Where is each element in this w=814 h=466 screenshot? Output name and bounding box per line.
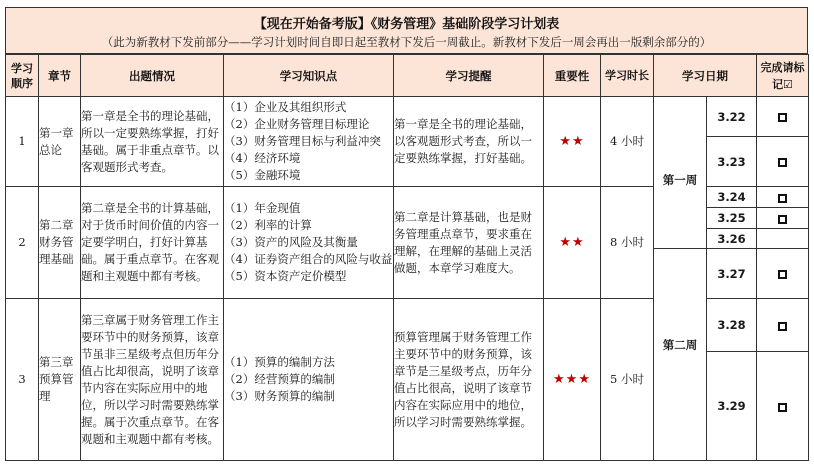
- chapter-cell: 第三章预算管理: [39, 299, 81, 461]
- knowledge-point: （5）金融环境: [224, 168, 301, 182]
- completion-cell: [757, 137, 809, 187]
- date-cell: 3.28: [707, 299, 757, 352]
- completion-cell: [757, 352, 809, 461]
- completion-cell: [757, 299, 809, 352]
- completion-checkbox[interactable]: [778, 158, 787, 167]
- week-cell: [654, 97, 707, 249]
- completion-cell: [757, 187, 809, 208]
- knowledge-point: （4）证券资产组合的风险与收益: [224, 252, 393, 266]
- completion-cell: [757, 208, 809, 229]
- completion-checkbox[interactable]: [778, 194, 787, 203]
- study-plan-sheet: [5, 7, 808, 461]
- week-label: 第一周: [662, 173, 698, 187]
- knowledge-point: （1）预算的编制方法: [224, 355, 335, 369]
- knowledge-point: （5）资本资产定价模型: [224, 269, 347, 283]
- completion-checkbox[interactable]: [778, 403, 787, 412]
- knowledge-point: （3）财务管理目标与利益冲突: [224, 134, 381, 148]
- date-cell: 3.23: [707, 137, 757, 187]
- date-cell: 3.24: [707, 187, 757, 208]
- order-cell: 1: [6, 97, 39, 187]
- knowledge-points-cell: [224, 187, 394, 299]
- duration-cell: 8 小时: [601, 187, 654, 299]
- completion-checkbox[interactable]: [778, 270, 787, 279]
- header-row: [6, 55, 809, 97]
- completion-checkbox[interactable]: [778, 215, 787, 224]
- knowledge-point: （1）年金现值: [224, 201, 301, 215]
- knowledge-point: （2）利率的计算: [224, 218, 312, 232]
- header-completion: 完成请标记☑: [757, 55, 809, 97]
- duration-cell: 5 小时: [601, 299, 654, 461]
- completion-checkbox[interactable]: [778, 113, 787, 122]
- exam-situation-cell: 第一章是全书的理论基础，所以一定要熟练掌握，打好基础。属于非重点章节。以客观题形式考查。: [81, 97, 224, 187]
- table-row: [6, 97, 809, 137]
- importance-stars: ★★★: [544, 299, 601, 461]
- exam-situation-cell: 第二章是全书的计算基础，对于货币时间价值的内容一定要学明白，打好计算基础。属于重点章节。在客观题和主观题中都有考核。: [81, 187, 224, 299]
- knowledge-point: （1）企业及其组织形式: [224, 100, 347, 114]
- date-cell: 3.29: [707, 352, 757, 461]
- header-study-tips: 学习提醒: [394, 55, 544, 97]
- order-cell: 3: [6, 299, 39, 461]
- header-order: 学习顺序: [6, 55, 39, 97]
- week-label: 第二周: [662, 337, 698, 352]
- title-block: [5, 7, 808, 54]
- knowledge-point: （2）经营预算的编制: [224, 372, 335, 386]
- completion-checkbox[interactable]: [778, 322, 787, 331]
- chapter-cell: 第一章总论: [39, 97, 81, 187]
- header-knowledge-points: 学习知识点: [224, 55, 394, 97]
- week-cell: [654, 249, 707, 461]
- header-study-date: 学习日期: [654, 55, 757, 97]
- header-exam-situation: 出题情况: [81, 55, 224, 97]
- knowledge-point: （3）财务预算的编制: [224, 389, 335, 403]
- study-tips-cell: 预算管理属于财务管理工作主要环节中的财务预算，该章节是三星级考点，历年分值占比很高，说明了该章节内容在实际应用中的地位，所以学习时需要熟练掌握。: [394, 299, 544, 461]
- completion-cell-empty: [757, 229, 809, 249]
- knowledge-points-cell: [224, 97, 394, 187]
- exam-situation-cell: 第三章属于财务管理工作主要环节中的财务预算，该章节虽非三星级考点但历年分值占比却很高，说明了该章节内容在实际应用中的地位，所以学习时需要熟练掌握。属于次重点章节。在客观题和主观题中都有考核。: [81, 299, 224, 461]
- date-cell: 3.25: [707, 208, 757, 229]
- page-title: 【现在开始备考版】《财务管理》基础阶段学习计划表: [253, 17, 560, 32]
- date-cell: 3.26: [707, 229, 757, 249]
- knowledge-point: （3）资产的风险及其衡量: [224, 235, 358, 249]
- study-tips-cell: 第二章是计算基础，也是财务管理重点章节，要求重在理解，在理解的基础上灵活做题，本章学习难度大。: [394, 187, 544, 299]
- header-duration: 学习时长: [601, 55, 654, 97]
- header-importance: 重要性: [544, 55, 601, 97]
- study-tips-cell: 第一章是全书的理论基础，以客观题形式考查，所以一定要熟练掌握，打好基础。: [394, 97, 544, 187]
- duration-cell: 4 小时: [601, 97, 654, 187]
- study-plan-table: [5, 54, 809, 461]
- header-chapter: 章节: [39, 55, 81, 97]
- date-cell: 3.22: [707, 97, 757, 137]
- completion-cell: [757, 97, 809, 137]
- chapter-cell: 第二章财务管理基础: [39, 187, 81, 299]
- page-subtitle: （此为新教材下发前部分——学习计划时间自即日起至教材下发后一周截止。新教材下发后一周会再出一版剩余部分的）: [101, 35, 712, 49]
- completion-cell: [757, 249, 809, 299]
- importance-stars: ★★: [544, 187, 601, 299]
- knowledge-point: （2）企业财务管理目标理论: [224, 117, 370, 131]
- importance-stars: ★★: [544, 97, 601, 187]
- knowledge-points-cell: [224, 299, 394, 461]
- order-cell: 2: [6, 187, 39, 299]
- knowledge-point: （4）经济环境: [224, 151, 301, 165]
- date-cell: 3.27: [707, 249, 757, 299]
